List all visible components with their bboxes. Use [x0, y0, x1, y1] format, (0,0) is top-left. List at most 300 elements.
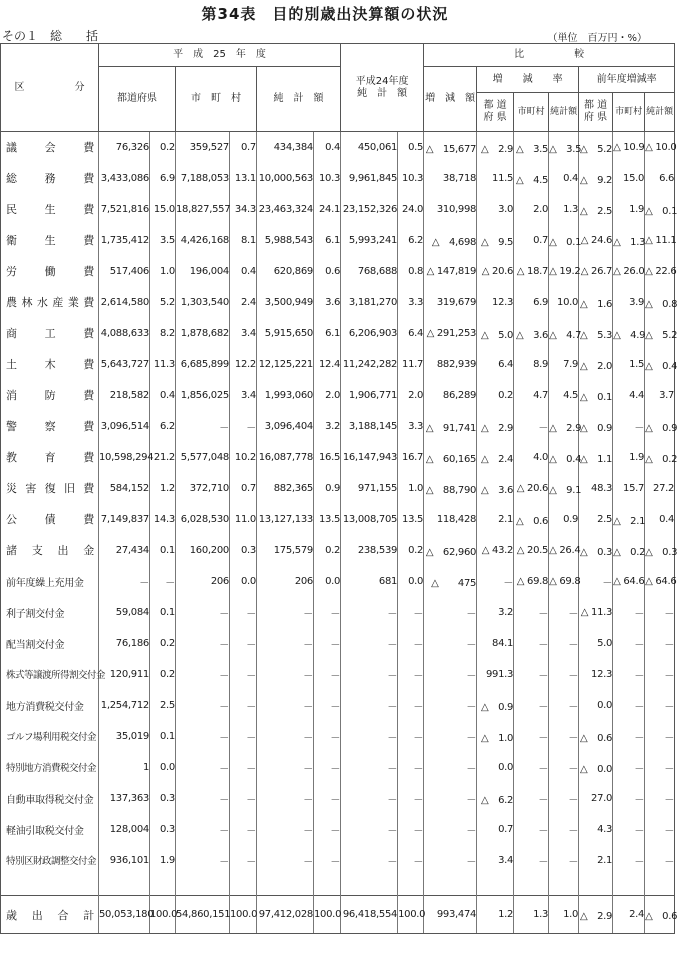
cell: －	[613, 752, 645, 783]
cell: 2.4	[613, 896, 645, 934]
cell: －	[314, 845, 341, 876]
table-row	[1, 163, 675, 194]
cell: 16.7	[398, 442, 424, 473]
cell: 2.5	[150, 690, 176, 721]
cell: 0.2	[150, 132, 176, 163]
cell: －	[398, 628, 424, 659]
cell: △ 291,253	[424, 318, 477, 349]
spacer-cell	[549, 876, 579, 896]
cell: 16,147,943	[341, 442, 398, 473]
cell: 936,101	[99, 845, 150, 876]
cell: 6.9	[514, 287, 549, 318]
cell: 0.0	[230, 566, 257, 597]
cell: 10.3	[314, 163, 341, 194]
cell: △ 19.2	[549, 256, 579, 287]
row-label: 労 働 費	[1, 256, 99, 287]
cell: 0.0	[398, 566, 424, 597]
cell: 1,993,060	[257, 380, 314, 411]
cell: 0.2	[150, 659, 176, 690]
cell: 5,915,650	[257, 318, 314, 349]
cell: △ 22.6	[645, 256, 675, 287]
cell: －	[549, 628, 579, 659]
cell: △ 20.5	[514, 535, 549, 566]
cell: －	[424, 783, 477, 814]
row-label: 土 木 費	[1, 349, 99, 380]
cell: －	[230, 690, 257, 721]
cell: 38,718	[424, 163, 477, 194]
cell: 4.0	[514, 442, 549, 473]
cell: －	[257, 752, 314, 783]
cell: 24.1	[314, 194, 341, 225]
header-rate: 増 減 率	[477, 67, 579, 93]
cell: △ 0.4	[549, 442, 579, 473]
cell: △ 0.2	[613, 535, 645, 566]
cell: －	[645, 721, 675, 752]
cell: 13,008,705	[341, 504, 398, 535]
row-label: 農林水産業費	[1, 287, 99, 318]
cell: 882,939	[424, 349, 477, 380]
cell: 0.1	[150, 597, 176, 628]
cell: 0.7	[230, 473, 257, 504]
cell: 1	[99, 752, 150, 783]
cell: 1,303,540	[176, 287, 230, 318]
cell: －	[230, 845, 257, 876]
cell: 6.4	[398, 318, 424, 349]
cell: －	[176, 628, 230, 659]
cell: 218,582	[99, 380, 150, 411]
cell: △ 5.2	[579, 132, 613, 163]
cell: 6,206,903	[341, 318, 398, 349]
table-row	[1, 473, 675, 504]
cell: －	[613, 783, 645, 814]
cell: －	[257, 690, 314, 721]
cell: △ 0.8	[645, 287, 675, 318]
cell: 12.2	[230, 349, 257, 380]
cell: 6.4	[477, 349, 514, 380]
header-rate-pref-line1: 都 道	[483, 100, 507, 111]
cell: 359,527	[176, 132, 230, 163]
cell: 10,000,563	[257, 163, 314, 194]
cell: 1,856,025	[176, 380, 230, 411]
spacer-cell	[1, 876, 99, 896]
cell: 100.0	[398, 896, 424, 934]
cell: －	[549, 783, 579, 814]
cell: △ 5.0	[477, 318, 514, 349]
table-row	[1, 287, 675, 318]
spacer-cell	[230, 876, 257, 896]
cell: －	[314, 752, 341, 783]
row-label: 公 債 費	[1, 504, 99, 535]
cell: 0.4	[150, 380, 176, 411]
cell: 3.9	[613, 287, 645, 318]
cell: 23,152,326	[341, 194, 398, 225]
cell: －	[514, 721, 549, 752]
expenditure-table	[0, 43, 675, 934]
header-h24-line2: 純 計 額	[357, 87, 408, 99]
cell: 6.6	[645, 163, 675, 194]
header-h25: 平 成 25 年 度	[99, 44, 341, 67]
table-row	[1, 535, 675, 566]
cell: 1.0	[398, 473, 424, 504]
spacer-cell	[514, 876, 549, 896]
cell: 10.2	[230, 442, 257, 473]
cell: 0.3	[150, 783, 176, 814]
cell: 0.2	[314, 535, 341, 566]
cell: △ 18.7	[514, 256, 549, 287]
cell: 206	[176, 566, 230, 597]
cell: △ 20.6	[514, 473, 549, 504]
cell: △ 60,165	[424, 442, 477, 473]
cell: 11.7	[398, 349, 424, 380]
cell: 12.3	[477, 287, 514, 318]
cell: －	[257, 628, 314, 659]
table-row	[1, 380, 675, 411]
cell: 7,149,837	[99, 504, 150, 535]
cell: －	[514, 783, 549, 814]
cell: 0.9	[549, 504, 579, 535]
cell: 3.2	[477, 597, 514, 628]
cell: －	[314, 628, 341, 659]
header-prev-rate-pref-line1: 都 道	[584, 100, 608, 111]
cell: －	[341, 721, 398, 752]
unit-note: （単位 百万円・%）	[547, 33, 647, 44]
cell: －	[398, 690, 424, 721]
row-label: 消 防 費	[1, 380, 99, 411]
cell: －	[398, 659, 424, 690]
cell: △ 5.2	[645, 318, 675, 349]
cell: －	[176, 690, 230, 721]
cell: 1.0	[150, 256, 176, 287]
cell: 0.2	[150, 628, 176, 659]
cell: －	[176, 659, 230, 690]
table-row	[1, 194, 675, 225]
cell: △ 43.2	[477, 535, 514, 566]
header-category: 区 分	[1, 44, 99, 132]
cell: －	[424, 845, 477, 876]
cell: 5,643,727	[99, 349, 150, 380]
cell: △ 91,741	[424, 411, 477, 442]
cell: 971,155	[341, 473, 398, 504]
cell: 1.9	[613, 442, 645, 473]
cell: 0.0	[150, 752, 176, 783]
spacer-cell	[176, 876, 230, 896]
cell: 3.0	[477, 194, 514, 225]
cell: 5,577,048	[176, 442, 230, 473]
cell: △ 26.7	[579, 256, 613, 287]
cell: 8.9	[514, 349, 549, 380]
cell: 0.9	[314, 473, 341, 504]
cell: －	[514, 690, 549, 721]
cell: －	[613, 690, 645, 721]
header-prev-rate-net: 純計額	[645, 93, 675, 132]
cell: 0.4	[549, 163, 579, 194]
cell: 120,911	[99, 659, 150, 690]
cell: △ 26.4	[549, 535, 579, 566]
cell: －	[645, 845, 675, 876]
cell: －	[176, 411, 230, 442]
cell: 16.5	[314, 442, 341, 473]
cell: 16,087,778	[257, 442, 314, 473]
cell: －	[257, 845, 314, 876]
cell: △ 4.5	[514, 163, 549, 194]
cell: △ 475	[424, 566, 477, 597]
cell: 5.2	[150, 287, 176, 318]
cell: －	[341, 597, 398, 628]
cell: －	[341, 845, 398, 876]
cell: △ 4.9	[613, 318, 645, 349]
row-label: 株式等譲渡所得割交付金	[1, 659, 99, 690]
table-subtitle: その１ 総 括	[2, 29, 99, 43]
cell: 1.3	[549, 194, 579, 225]
cell: 0.7	[477, 814, 514, 845]
cell: △ 15,677	[424, 132, 477, 163]
cell: 2.0	[514, 194, 549, 225]
cell: △ 4,698	[424, 225, 477, 256]
cell: －	[398, 814, 424, 845]
cell: △ 2.9	[549, 411, 579, 442]
cell: 993,474	[424, 896, 477, 934]
table-row	[1, 132, 675, 163]
cell: 15.7	[613, 473, 645, 504]
cell: 4.4	[613, 380, 645, 411]
table-row	[1, 349, 675, 380]
cell: 0.2	[398, 535, 424, 566]
cell: 3,188,145	[341, 411, 398, 442]
table-row	[1, 225, 675, 256]
cell: 0.7	[514, 225, 549, 256]
cell: 2.4	[230, 287, 257, 318]
cell: 7.9	[549, 349, 579, 380]
row-label: 災害復旧費	[1, 473, 99, 504]
table-row	[1, 659, 675, 690]
cell: △ 26.0	[613, 256, 645, 287]
cell: －	[314, 690, 341, 721]
cell: △ 9.2	[579, 163, 613, 194]
cell: 3.4	[477, 845, 514, 876]
cell: 1,906,771	[341, 380, 398, 411]
cell: －	[424, 659, 477, 690]
cell: 11.0	[230, 504, 257, 535]
cell: △ 62,960	[424, 535, 477, 566]
cell: △ 10.0	[645, 132, 675, 163]
cell: 0.7	[230, 132, 257, 163]
cell: 2.5	[579, 504, 613, 535]
cell: －	[176, 845, 230, 876]
cell: 27.0	[579, 783, 613, 814]
cell: 3,500,949	[257, 287, 314, 318]
cell: 3.5	[150, 225, 176, 256]
cell: －	[549, 597, 579, 628]
total-row	[1, 896, 675, 934]
cell: 681	[341, 566, 398, 597]
cell: 18,827,557	[176, 194, 230, 225]
spacer-cell	[398, 876, 424, 896]
cell: △ 0.9	[645, 411, 675, 442]
cell: 4.5	[549, 380, 579, 411]
header-prev-rate-muni: 市町村	[613, 93, 645, 132]
cell: 6.1	[314, 225, 341, 256]
cell: －	[514, 659, 549, 690]
cell: 4.3	[579, 814, 613, 845]
cell: 3,433,086	[99, 163, 150, 194]
cell: △ 2.9	[477, 411, 514, 442]
cell: 196,004	[176, 256, 230, 287]
cell: 13.5	[398, 504, 424, 535]
cell: －	[230, 628, 257, 659]
cell: △ 88,790	[424, 473, 477, 504]
cell: －	[645, 814, 675, 845]
cell: △ 3.5	[549, 132, 579, 163]
cell: 27,434	[99, 535, 150, 566]
cell: △ 24.6	[579, 225, 613, 256]
cell: 8.1	[230, 225, 257, 256]
cell: △ 0.9	[477, 690, 514, 721]
table-row	[1, 721, 675, 752]
cell: △ 10.9	[613, 132, 645, 163]
cell: 372,710	[176, 473, 230, 504]
cell: 2.0	[398, 380, 424, 411]
cell: －	[150, 566, 176, 597]
row-label: 諸支出金	[1, 535, 99, 566]
row-label: ゴルフ場利用税交付金	[1, 721, 99, 752]
cell: △ 4.7	[549, 318, 579, 349]
row-label: 衛 生 費	[1, 225, 99, 256]
cell: △ 0.1	[549, 225, 579, 256]
cell: －	[257, 783, 314, 814]
cell: －	[230, 659, 257, 690]
header-h24	[341, 44, 424, 132]
cell: －	[613, 814, 645, 845]
cell: 137,363	[99, 783, 150, 814]
cell: 0.1	[150, 535, 176, 566]
cell: △ 0.1	[579, 380, 613, 411]
cell: 11.3	[150, 349, 176, 380]
cell: △ 0.6	[514, 504, 549, 535]
cell: 4,426,168	[176, 225, 230, 256]
cell: 3.2	[314, 411, 341, 442]
table-row	[1, 442, 675, 473]
cell: 86,289	[424, 380, 477, 411]
cell: △ 3.6	[514, 318, 549, 349]
cell: －	[176, 721, 230, 752]
header-rate-pref-line2: 府 県	[483, 112, 507, 123]
cell: △ 1.6	[579, 287, 613, 318]
cell: 3,096,404	[257, 411, 314, 442]
table-body	[1, 132, 675, 934]
header-h24-line1: 平成24年度	[355, 75, 409, 87]
cell: －	[230, 752, 257, 783]
cell: 13,127,133	[257, 504, 314, 535]
row-label: 総 務 費	[1, 163, 99, 194]
row-label: 議 会 費	[1, 132, 99, 163]
cell: △ 0.6	[645, 896, 675, 934]
cell: －	[645, 752, 675, 783]
cell: 48.3	[579, 473, 613, 504]
spacer-cell	[645, 876, 675, 896]
cell: 76,326	[99, 132, 150, 163]
cell: －	[613, 411, 645, 442]
row-label: 歳出合計	[1, 896, 99, 934]
table-row	[1, 256, 675, 287]
cell: 0.4	[314, 132, 341, 163]
cell: 54,860,151	[176, 896, 230, 934]
cell: －	[398, 752, 424, 783]
cell: －	[341, 814, 398, 845]
row-label: 自動車取得税交付金	[1, 783, 99, 814]
cell: 7,188,053	[176, 163, 230, 194]
row-label: 特別地方消費税交付金	[1, 752, 99, 783]
table-row	[1, 690, 675, 721]
cell: 14.3	[150, 504, 176, 535]
cell: －	[549, 845, 579, 876]
row-label: 商 工 費	[1, 318, 99, 349]
cell: －	[514, 597, 549, 628]
cell: 0.2	[477, 380, 514, 411]
row-label: 配当割交付金	[1, 628, 99, 659]
cell: －	[613, 628, 645, 659]
cell: －	[230, 721, 257, 752]
cell: 1.3	[514, 896, 549, 934]
header-muni: 市 町 村	[176, 67, 257, 132]
cell: 76,186	[99, 628, 150, 659]
cell: 2.1	[477, 504, 514, 535]
cell: 118,428	[424, 504, 477, 535]
cell: 0.0	[579, 690, 613, 721]
cell: 50,053,180	[99, 896, 150, 934]
cell: －	[549, 721, 579, 752]
table-row	[1, 597, 675, 628]
cell: △ 69.8	[514, 566, 549, 597]
cell: －	[424, 628, 477, 659]
cell: －	[257, 721, 314, 752]
cell: －	[314, 597, 341, 628]
cell: 11.5	[477, 163, 514, 194]
cell: －	[477, 566, 514, 597]
cell: －	[424, 721, 477, 752]
cell: －	[341, 628, 398, 659]
cell: △ 64.6	[645, 566, 675, 597]
cell: 21.2	[150, 442, 176, 473]
cell: 34.3	[230, 194, 257, 225]
cell: 2,614,580	[99, 287, 150, 318]
cell: －	[645, 597, 675, 628]
cell: 23,463,324	[257, 194, 314, 225]
cell: －	[424, 597, 477, 628]
spacer-cell	[341, 876, 398, 896]
cell: －	[176, 597, 230, 628]
cell: 3.3	[398, 287, 424, 318]
cell: 238,539	[341, 535, 398, 566]
cell: 175,579	[257, 535, 314, 566]
cell: －	[645, 659, 675, 690]
row-label: 前年度繰上充用金	[1, 566, 99, 597]
cell: 128,004	[99, 814, 150, 845]
table-row	[1, 504, 675, 535]
cell: 84.1	[477, 628, 514, 659]
cell: －	[514, 628, 549, 659]
cell: －	[230, 783, 257, 814]
cell: 434,384	[257, 132, 314, 163]
cell: －	[549, 814, 579, 845]
cell: －	[579, 566, 613, 597]
cell: △ 0.0	[579, 752, 613, 783]
cell: 1,735,412	[99, 225, 150, 256]
table-row	[1, 814, 675, 845]
cell: 1,878,682	[176, 318, 230, 349]
cell: 59,084	[99, 597, 150, 628]
cell: －	[257, 814, 314, 845]
cell: 6,028,530	[176, 504, 230, 535]
